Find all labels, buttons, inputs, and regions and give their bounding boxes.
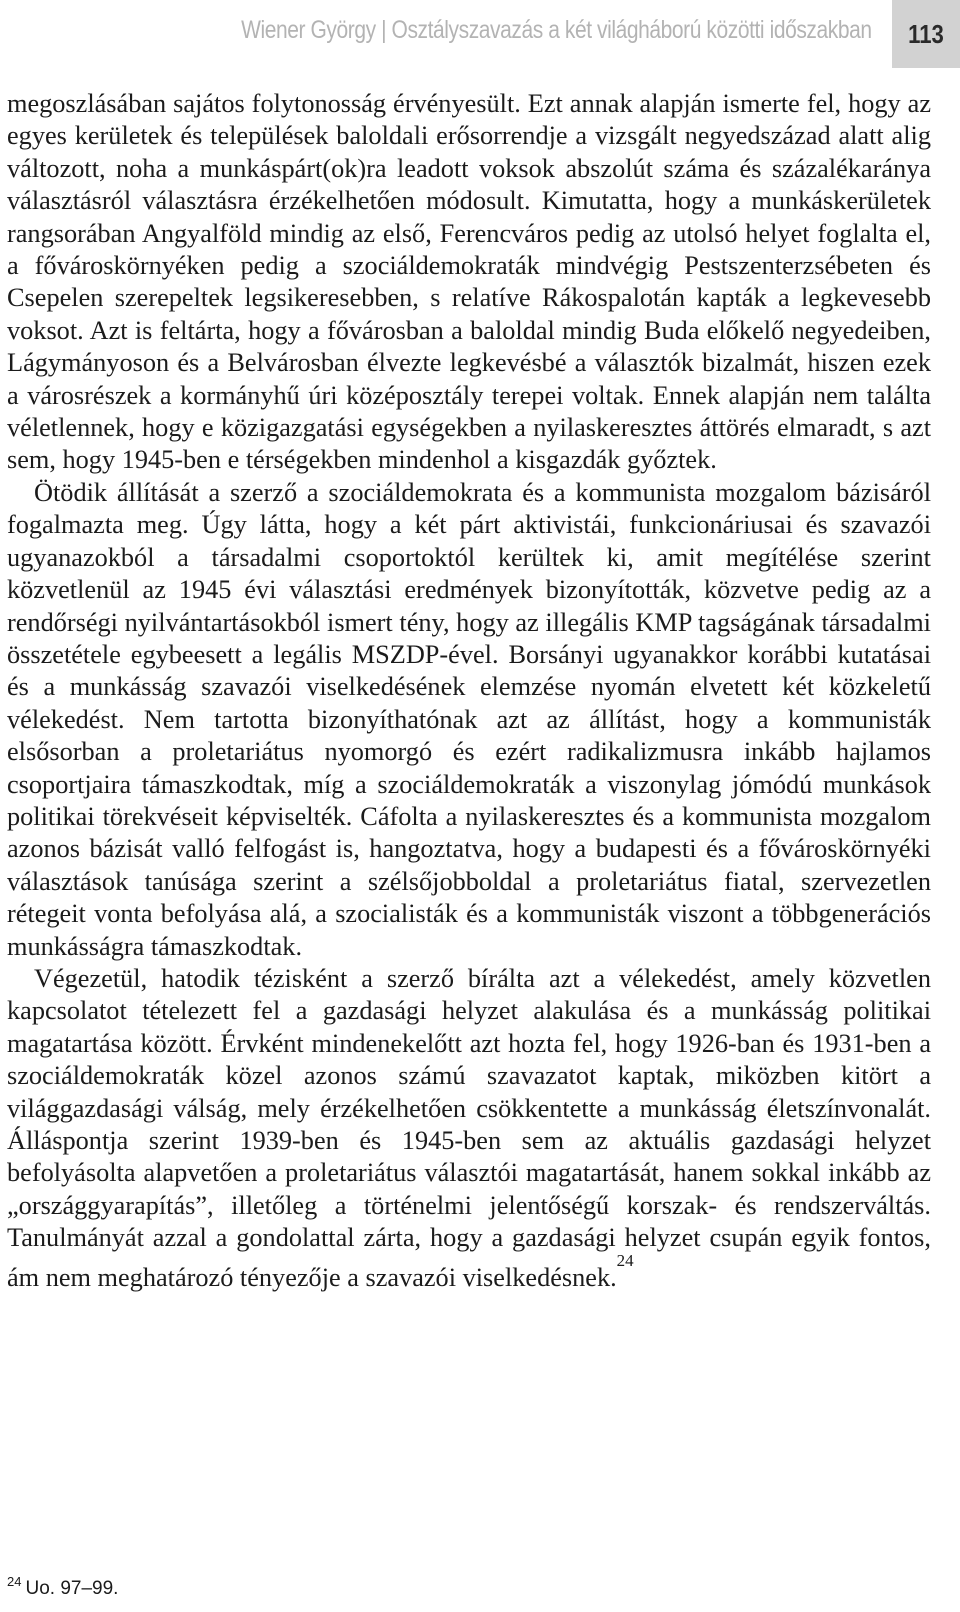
paragraph-2-text: Ötödik állítását a szerző a szociáldemokrata és a kommunista mozgalom bázisáról fogalmazta meg. Úgy látta, hogy a két párt aktivistái, funkcionáriusai és szavazói ugyanazokból a társadalmi csoportoktól kerültek ki, amit megítélése szerint közvetlenül az 1945 évi választási eredmények bizonyították, közvetve pedig az a rendőrségi nyilvántartásokból ismert tény, hogy az illegális KMP tagságának társadalmi összetétele egybeesett a legális MSZDP-ével. Borsányi ugyanakkor korábbi kutatásai és a munkásság szavazói viselkedésének elemzése nyomán elvetett két közkeletű vélekedést. Nem tartotta bizonyíthatónak azt az állítást, hogy a kommunisták elsősorban a proletariátus nyomorgó és ezért radikalizmusra inkább hajlamos csoportjaira támaszkodtak, míg a szociáldemokraták a viszonylag jómódú munkások politikai törekvéseit képviselték. Cáfolta a nyilaskeresztes és a kommunista mozgalom azonos bázisát valló felfogást is, hangoztatva, hogy a budapesti és a fővároskörnyéki választások tanúsága szerint a szélsőjobboldal a proletariátus fiatal, szervezetlen rétegeit vonta befolyása alá, a szocialisták és a kommunisták viszont a többgenerációs munkásságra támaszkodtak. — [7, 477, 931, 961]
paragraph-2 — [7, 477, 931, 963]
page-header — [0, 0, 960, 68]
footnote-reference[interactable]: 24 — [616, 1250, 634, 1270]
paragraph-3 — [7, 963, 931, 1294]
body-text — [7, 88, 931, 1294]
paragraph-1-text: megoszlásában sajátos folytonosság érvényesült. Ezt annak alapján ismerte fel, hogy az egyes kerületek és települések baloldali erősorrendje a vizsgált negyedszázad alatt alig változott, noha a munkáspárt(ok)ra leadott voksok abszolút száma és százalékaránya választásról választásra érzékelhetően módosult. Kimutatta, hogy a munkáskerületek rangsorában Angyalföld mindig az első, Ferencváros pedig az utolsó helyet foglalta el, a fővároskörnyéken pedig a szociáldemokraták mindvégig Pestszenterzsébeten és Csepelen szerepeltek legsikeresebben, s relatíve Rákospalotán kapták a legkevesebb voksot. Azt is feltárta, hogy a fővárosban a baloldal mindig Buda előkelő negyedeiben, Lágymányoson és a Belvárosban élvezte legkevésbé a választók bizalmát, hiszen ezek a városrészek a kormányhű úri középosztály terepei voltak. Ennek alapján nem találta véletlennek, hogy e közigazgatási egységekben a nyilaskeresztes áttörés elmaradt, s azt sem, hogy 1945-ben e térségekben mindenhol a kisgazdák győztek. — [7, 89, 931, 475]
paragraph-3-text: Végezetül, hatodik tézisként a szerző bírálta azt a vélekedést, amely közvetlen kapcsolatot tételezett fel a gazdasági helyzet alakulása és a munkásság politikai magatartása között. Érvként mindenekelőtt azt hozta fel, hogy 1926-ban és 1931-ben a szociáldemokraták közel azonos számú szavazatot kaptak, miközben kitört a világgazdasági válság, mely érzékelhetően csökkentette a munkásság életszínvonalát. Álláspontja szerint 1939-ben és 1945-ben sem az aktuális gazdasági helyzet befolyásolta alapvetően a proletariátus választói magatartását, hanem sokkal inkább az „országgyarapítás”, illetőleg a történelmi jelentőségű korszak- és rendszerváltás. Tanulmányát azzal a gondolattal zárta, hogy a gazdasági helyzet csupán egyik fontos, ám nem meghatározó tényezője a szavazói viselkedésnek. — [7, 963, 931, 1292]
paragraph-1 — [7, 88, 931, 477]
page-number-box — [892, 0, 960, 68]
footnote-text: Uo. 97–99. — [25, 1578, 119, 1599]
footnote-number: 24 — [7, 1574, 22, 1589]
running-head: Wiener György | Osztályszavazás a két világháború közötti időszakban — [241, 16, 872, 44]
page-number: 113 — [908, 18, 944, 49]
footnote — [7, 1574, 119, 1600]
